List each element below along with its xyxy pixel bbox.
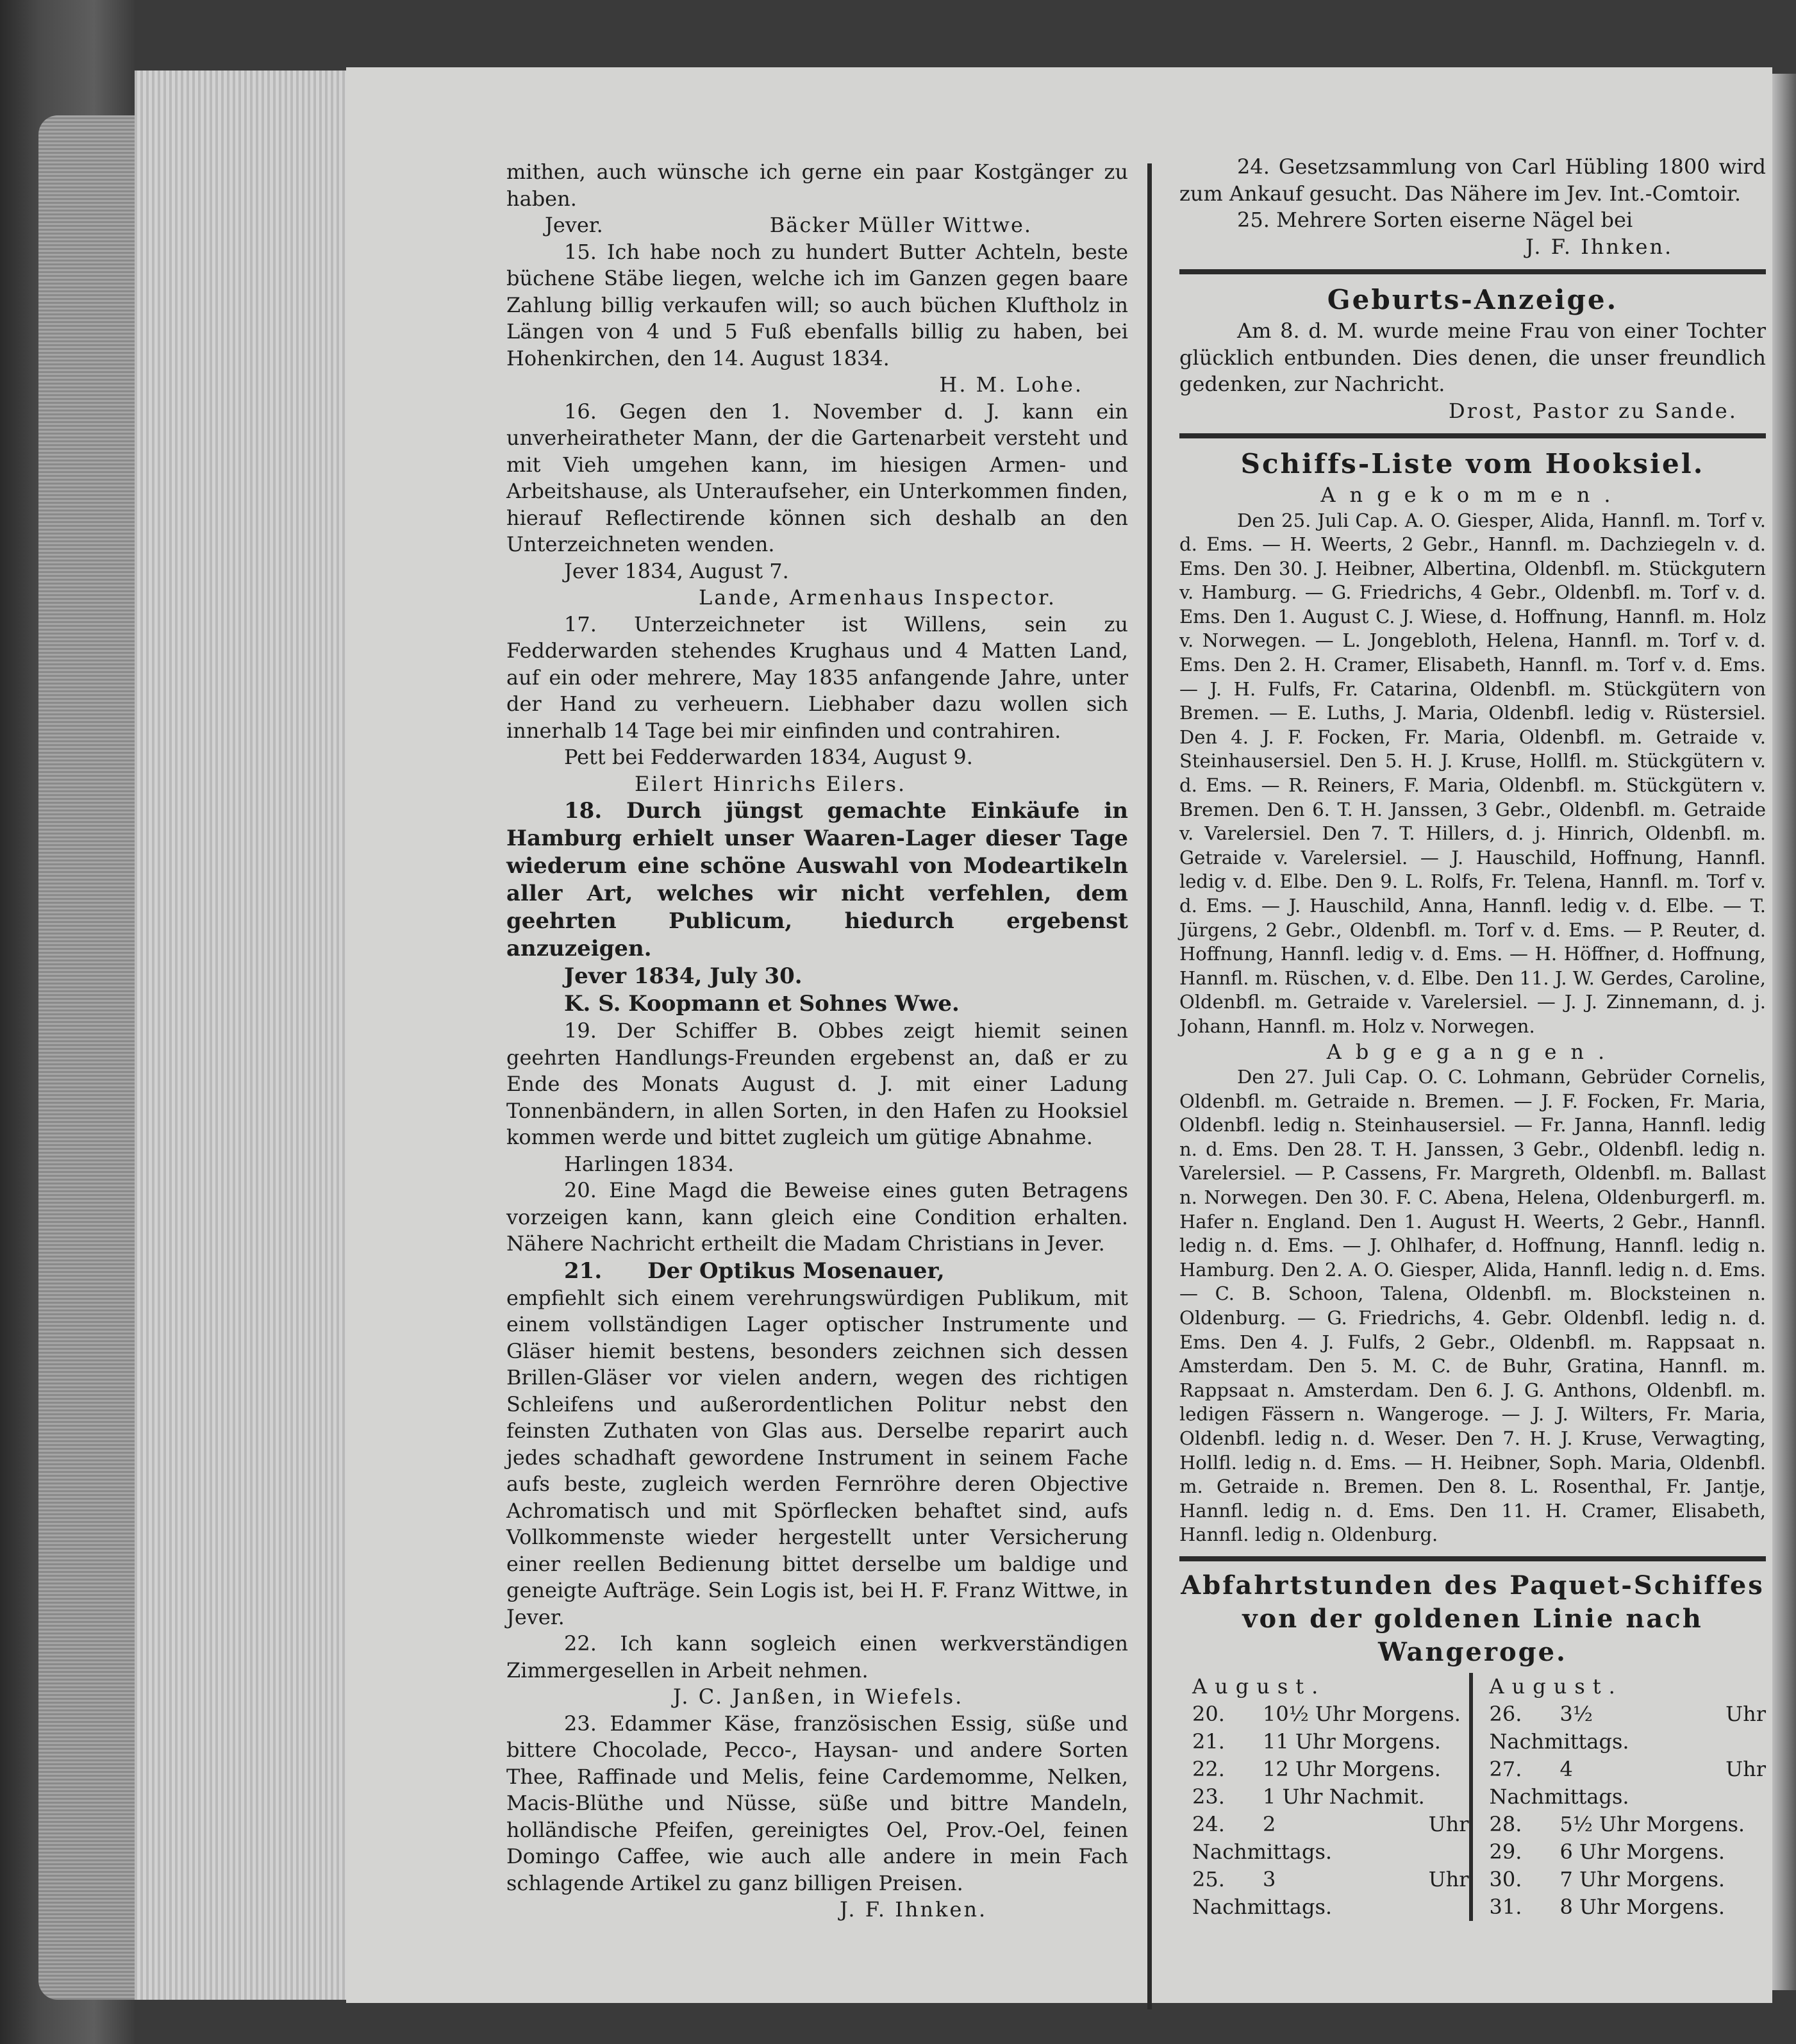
notice-22: 22. Ich kann sogleich einen werkverständigen Zimmergesellen in Arbeit nehmen. [506, 1631, 1128, 1683]
arrived-heading: Angekommen. [1320, 483, 1625, 507]
notice-16-signature: Lande, Armenhaus Inspector. [699, 585, 1056, 610]
arrived-list: Den 25. Juli Cap. A. O. Giesper, Alida, Hannfl. m. Torf v. d. Ems. — H. Weerts, 2 Gebr., Hannfl. m. Dachziegeln v. d. Ems. Den 30. J. Heibner, Albertina, Oldenbfl. m. Stückgutern v. Hamburg. — G. Friedrichs, 4 Gebr., Oldenbfl. m. Torf v. d. Ems. Den 1. August C. J. Wiese, d. Hoffnung, Hannfl. m. Holz v. Norwegen. — L. Jongebloth, Helena, Hannfl. m. Torf v. d. Ems. Den 2. H. Cramer, Elisabeth, Hannfl. m. Torf v. d. Ems. — J. H. Fulfs, Fr. Catarina, Oldenbfl. m. Stückgütern von Bremen. — E. Luths, J. Maria, Oldenbfl. ledig v. Rüstersiel. Den 4. J. F. Focken, Fr. Maria, Oldenbfl. m. Getraide v. Steinhausersiel. Den 5. H. J. Kruse, Hollfl. m. Stückgütern v. d. Ems. — R. Reiners, F. Maria, Oldenbfl. m. Stückgütern v. Bremen. Den 6. T. H. Janssen, 3 Gebr., Oldenbfl. m. Getraide v. Varelersiel. Den 7. T. Hillers, d. j. Hinrich, Oldenbfl. m. Getraide v. Varelersiel. — J. Hauschild, Hoffnung, Hannfl. ledig v. d. Elbe. Den 9. L. Rolfs, Fr. Telena, Hannfl. m. Torf v. d. Ems. — J. Hauschild, Anna, Hannfl. ledig v. d. Elbe. — T. Jürgens, 2 Gebr., Oldenbfl. m. Torf v. d. Ems. — P. Reuter, d. Hoffnung, Hannfl. ledig v. d. Ems. — H. Höffner, d. Hoffnung, Hannfl. m. Rüschen, v. d. Elbe. Den 11. J. W. Gerdes, Caroline, Oldenbfl. m. Getraide v. Varelersiel. — J. J. Zinnemann, d. j. Johann, Hannfl. m. Holz v. Norwegen. [1179, 509, 1766, 1037]
notice-23: 23. Edammer Käse, französischen Essig, süße und bittere Chocolade, Pecco-, Haysan- und andere Sorten Thee, Raffinade und Melis, feine Cardemomme, Nelken, Macis-Blüthe und Nüsse, süße und bittre Mandeln, holländische Pfeifen, gereinigtes Oel, Prov.-Oel, feinen Domingo Caffee, wie auch alle andere in mein Fach schlagende Artikel zu ganz billigen Preisen. [506, 1711, 1128, 1895]
section-rule [1179, 433, 1766, 438]
notice-17: 17. Unterzeichneter ist Willens, sein zu Fedderwarden stehendes Krughaus und 4 Matten Land, auf ein oder mehrere, May 1835 anfangende Jahre, unter der Hand zu verheuern. Liebhaber dazu wollen sich innerhalb 14 Tage bei mir einfinden und contrahiren. [506, 611, 1128, 743]
section-rule [1179, 1556, 1766, 1561]
birth-announcement-text: Am 8. d. M. wurde meine Frau von einer Tochter glücklich entbunden. Dies denen, die unser freundlich gedenken, zur Nachricht. [1179, 319, 1766, 396]
notice-18-signature: K. S. Koopmann et Sohnes Wwe. [564, 991, 960, 1017]
signature-name: Bäcker Müller Wittwe. [769, 213, 1033, 237]
notice-17-signature: Eilert Hinrichs Eilers. [635, 771, 907, 796]
departed-heading: Abgegangen. [1326, 1039, 1619, 1064]
notice-23-signature: J. F. Ihnken. [840, 1897, 988, 1922]
departed-list: Den 27. Juli Cap. O. C. Lohmann, Gebrüder Cornelis, Oldenbfl. m. Getraide n. Bremen. — J. F. Focken, Fr. Maria, Oldenbfl. ledig n. Steinhausersiel. — Fr. Janna, Hannfl. ledig n. d. Ems. Den 28. T. H. Janssen, 3 Gebr., Oldenbfl. ledig n. Varelersiel. — P. Cassens, Fr. Margreth, Oldenbfl. m. Ballast n. Norwegen. Den 30. F. C. Abena, Helena, Oldenburgerfl. m. Hafer n. England. Den 1. August H. Weerts, 2 Gebr., Hannfl. ledig n. d. Ems. — J. Ohlhafer, d. Hoffnung, Hannfl. ledig n. Hamburg. Den 2. A. O. Giesper, Alida, Hannfl. ledig n. d. Ems. — C. B. Schoon, Talena, Oldenbfl. m. Blocksteinen n. Oldenburg. — G. Friedrichs, 4. Gebr. Oldenbfl. ledig n. d. Ems. Den 4. J. Fulfs, 2 Gebr., Oldenbfl. m. Rappsaat n. Amsterdam. Den 5. M. C. de Buhr, Gratina, Hannfl. m. Rappsaat n. Amsterdam. Den 6. J. G. Anthons, Oldenbfl. m. ledigen Fässern n. Wangeroge. — J. J. Wilters, Fr. Maria, Oldenbfl. ledig n. d. Weser. Den 7. H. J. Kruse, Verwagting, Hollfl. ledig n. d. Ems. — H. Heibner, Soph. Maria, Oldenbfl. m. Getraide n. Bremen. Den 8. L. Rosenthal, Fr. Jantje, Hannfl. ledig n. d. Ems. Den 11. H. Cramer, Elisabeth, Hannfl. ledig n. Oldenburg. [1179, 1066, 1766, 1546]
paquet-schedule-title: Abfahrtstunden des Paquet-Schiffes von der goldenen Linie nach Wangeroge. [1181, 1570, 1765, 1667]
right-column [1179, 154, 1766, 1921]
notice-21-heading: 21. Der Optikus Mosenauer, [564, 1258, 945, 1284]
schedule-row: 30. 7 Uhr Morgens. [1489, 1866, 1725, 1891]
schedule-row: 28. 5½ Uhr Morgens. [1489, 1811, 1745, 1836]
schedule-row: 29. 6 Uhr Morgens. [1489, 1839, 1725, 1864]
schedule-row: 24. 2 Uhr Nachmittags. [1192, 1811, 1469, 1864]
paquet-schedule [1179, 1673, 1766, 1921]
schedule-row: 25. 3 Uhr Nachmittags. [1192, 1866, 1469, 1919]
notice-19-date: Harlingen 1834. [564, 1151, 735, 1176]
birth-announcement-title: Geburts-Anzeige. [1327, 284, 1618, 315]
left-column [506, 159, 1128, 1924]
schedule-row: 23. 1 Uhr Nachmit. [1192, 1784, 1425, 1809]
notice-14-end: mithen, auch wünsche ich gerne ein paar Kostgänger zu haben. [506, 160, 1128, 211]
schedule-column-2 [1469, 1673, 1767, 1921]
notice-18: 18. Durch jüngst gemachte Einkäufe in Hamburg erhielt unser Waaren-Lager dieser Tage wiederum eine schöne Auswahl von Modeartikeln aller Art, welches wir nicht verfehlen, dem geehrten Publicum, hiedurch ergebenst anzuzeigen. [506, 798, 1128, 961]
notice-15: 15. Ich habe noch zu hundert Butter Achteln, beste büchene Stäbe liegen, welche ich im Ganzen gegen baare Zahlung billig verkaufen will; so auch büchen Kluftholz in Längen von 4 und 5 Fuß ebenfalls billig zu haben, bei Hohenkirchen, den 14. August 1834. [506, 239, 1128, 370]
notice-25: 25. Mehrere Sorten eiserne Nägel bei [1237, 208, 1633, 232]
schedule-month: August. [1489, 1674, 1623, 1699]
notice-17-date: Pett bei Fedderwarden 1834, August 9. [564, 745, 973, 769]
book-edge [38, 115, 135, 2000]
birth-announcement-signature: Drost, Pastor zu Sande. [1449, 398, 1738, 423]
notice-19: 19. Der Schiffer B. Obbes zeigt hiemit seinen geehrten Handlungs-Freunden ergebenst an, daß er zu Ende des Monats August d. J. mit einer Ladung Tonnenbändern, in allen Sorten, in den Hafen zu Hooksiel kommen werde und bittet zugleich um gütige Abnahme. [506, 1018, 1128, 1149]
notice-24: 24. Gesetzsammlung von Carl Hübling 1800 wird zum Ankauf gesucht. Das Nähere im Jev. Int.-Comtoir. [1179, 154, 1766, 206]
notice-18-date: Jever 1834, July 30. [564, 963, 802, 989]
schedule-row: 26. 3½ Uhr Nachmittags. [1489, 1701, 1766, 1754]
schedule-row: 22. 12 Uhr Morgens. [1192, 1756, 1441, 1781]
schedule-row: 31. 8 Uhr Morgens. [1489, 1894, 1725, 1919]
ship-list-title: Schiffs-Liste vom Hooksiel. [1240, 448, 1705, 479]
schedule-row: 20. 10½ Uhr Morgens. [1192, 1701, 1461, 1726]
schedule-row: 27. 4 Uhr Nachmittags. [1489, 1756, 1766, 1809]
notice-25-signature: J. F. Ihnken. [1526, 234, 1674, 259]
notice-16: 16. Gegen den 1. November d. J. kann ein unverheiratheter Mann, der die Gartenarbeit versteht und mit Vieh umgehen kann, im hiesigen Armen- und Arbeitshause, als Unteraufseher, ein Unterkommen finden, hierauf Reflectirende können sich deshalb an den Unterzeichneten wenden. [506, 399, 1128, 556]
notice-16-date: Jever 1834, August 7. [564, 558, 789, 583]
schedule-row: 21. 11 Uhr Morgens. [1192, 1729, 1441, 1754]
signature-place: Jever. [545, 213, 603, 237]
section-rule [1179, 269, 1766, 274]
notice-21: empfiehlt sich einem verehrungswürdigen Publikum, mit einem vollständigen Lager optischer Instrumente und Gläser hiemit bestens, besonders zeichnen sich dessen Brillen-Gläser vor vielen andern, wegen des richtigen Schleifens und außerordentlichen Politur nebst den feinsten Zuthaten von Glas aus. Derselbe reparirt auch jedes schadhaft gewordene Instrument in seinem Fache aufs beste, zugleich werden Fernröhre deren Objective Achromatisch und mit Spörflecken behaftet sind, aufs Vollkommenste wieder hergestellt unter Versicherung einer reellen Bedienung bittet derselbe um baldige und geneigte Aufträge. Sein Logis ist, bei H. F. Franz Wittwe, in Jever. [506, 1285, 1128, 1629]
page-stack [135, 71, 346, 2000]
page-edge [1772, 74, 1796, 1990]
schedule-column-1 [1179, 1673, 1469, 1921]
schedule-month: August. [1192, 1674, 1326, 1699]
notice-14-signature [506, 212, 1128, 239]
notice-22-signature: J. C. Janßen, in Wiefels. [673, 1684, 964, 1709]
column-rule [1147, 163, 1152, 2009]
notice-15-signature: H. M. Lohe. [939, 372, 1083, 397]
notice-20: 20. Eine Magd die Beweise eines guten Betragens vorzeigen kann, kann gleich eine Condition erhalten. Nähere Nachricht ertheilt die Madam Christians in Jever. [506, 1178, 1128, 1256]
